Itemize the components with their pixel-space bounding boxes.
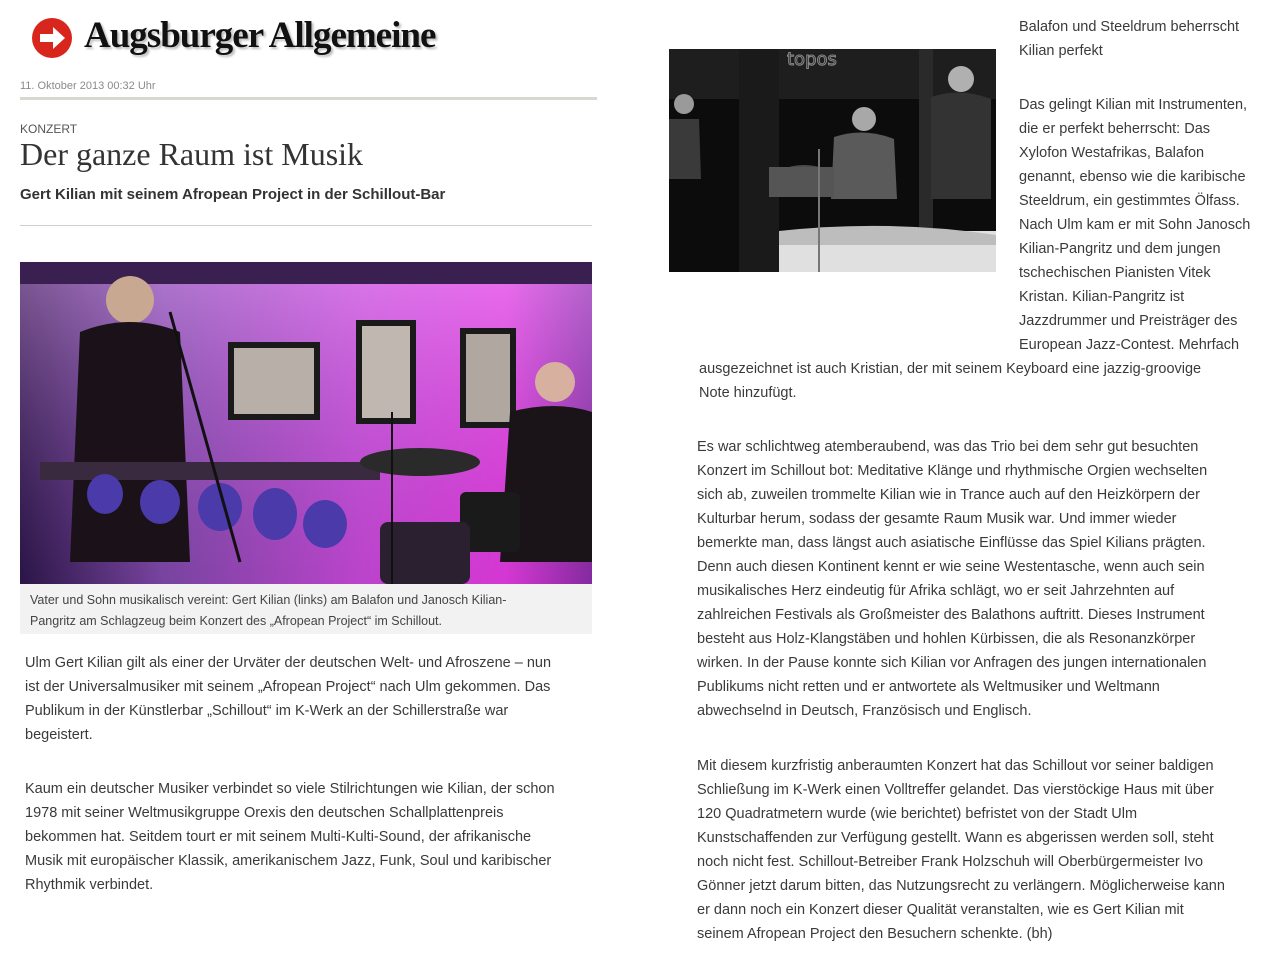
article-paragraph bbox=[697, 754, 1259, 946]
text-line: Denn auch diesen Kontinent kennt er wie seine Westentasche, wenn auch sein bbox=[697, 559, 1205, 575]
text-line: musikalisches Herz eindeutig für Afrika schlägt, wo er seit Jahrzehnten auf bbox=[697, 583, 1175, 599]
text-line: abwechselnd in Deutsch, Französisch und Englisch. bbox=[697, 703, 1032, 719]
text-line: Schließung im K-Werk einen Volltreffer gelandet. Das vierstöckige Haus mit über bbox=[697, 782, 1214, 798]
text-line: Rhythmik verbindet. bbox=[25, 877, 154, 893]
text-line: Kilian-Pangritz und dem jungen bbox=[1019, 241, 1221, 257]
article-paragraph-continued bbox=[699, 357, 1264, 405]
text-line: bekommen hat. Seitdem tourt er mit seinem Multi-Kulti-Sound, der afrikanische bbox=[25, 829, 532, 845]
text-line: Publikum in der Künstlerbar „Schillout“ im K-Werk an der Schillerstraße war bbox=[25, 703, 509, 719]
text-line: Es war schlichtweg atemberaubend, was das Trio bei dem sehr gut besuchten bbox=[697, 439, 1199, 455]
concert-photo bbox=[20, 262, 592, 584]
text-line: Balafon und Steeldrum beherrscht bbox=[1019, 19, 1240, 35]
text-line: begeistert. bbox=[25, 727, 93, 743]
subheading-block bbox=[1019, 15, 1274, 63]
article-paragraph bbox=[25, 777, 600, 897]
article-paragraph bbox=[1019, 93, 1274, 357]
text-line: noch nicht fest. Schillout-Betreiber Frank Holzschuh will Oberbürgermeister Ivo bbox=[697, 854, 1204, 870]
text-line: Das gelingt Kilian mit Instrumenten, bbox=[1019, 97, 1248, 113]
text-line: Jazzdrummer und Preisträger des bbox=[1019, 313, 1238, 329]
text-line: genannt, ebenso wie die karibische bbox=[1019, 169, 1246, 185]
text-line: ist der Universalmusiker mit seinem „Afropean Project“ nach Ulm gekommen. Das bbox=[25, 679, 551, 695]
text-line: ausgezeichnet ist auch Kristian, der mit seinem Keyboard eine jazzig-groovige bbox=[699, 361, 1202, 377]
text-line: Ulm Gert Kilian gilt als einer der Urväter der deutschen Welt- und Afroszene – nun bbox=[25, 655, 552, 671]
text-line: Konzert im Schillout bot: Meditative Klänge und rhythmische Orgien wechselten bbox=[697, 463, 1208, 479]
subhead-divider bbox=[20, 225, 592, 226]
article-subhead: Gert Kilian mit seinem Afropean Project in der Schillout-Bar bbox=[20, 186, 446, 203]
photo-caption bbox=[20, 584, 592, 634]
text-line: Nach Ulm kam er mit Sohn Janosch bbox=[1019, 217, 1251, 233]
article-dateline: 11. Oktober 2013 00:32 Uhr bbox=[20, 80, 156, 92]
text-line: Kristan. Kilian-Pangritz ist bbox=[1019, 289, 1185, 305]
text-line: er dann noch ein Konzert dieser Qualität veranstalten, wie es Gert Kilian mit bbox=[697, 902, 1184, 918]
article-paragraph bbox=[697, 435, 1253, 723]
article-kicker: KONZERT bbox=[20, 122, 78, 136]
text-line: Mit diesem kurzfristig anberaumten Konzert hat das Schillout vor seiner baldigen bbox=[697, 758, 1214, 774]
text-line: die er perfekt beherrscht: Das bbox=[1019, 121, 1211, 137]
text-line: wirken. In der Pause konnte sich Kilian vor Anfragen des jungen internationalen bbox=[697, 655, 1207, 671]
text-line: zahlreichen Festivals als Großmeister des Balathons auftritt. Dieses Instrument bbox=[697, 607, 1205, 623]
augsburger-allgemeine-logo-icon bbox=[31, 17, 73, 59]
text-line: 120 Quadratmetern wurde (wie berichtet) befristet von der Stadt Ulm bbox=[697, 806, 1138, 822]
masthead-divider bbox=[20, 97, 597, 100]
text-line: Xylofon Westafrikas, Balafon bbox=[1019, 145, 1205, 161]
trio-photo bbox=[669, 49, 996, 272]
text-line: besteht aus Holz-Klangstäben und hohlen Kürbissen, die als Resonanzkörper bbox=[697, 631, 1196, 647]
text-line: Steeldrum, ein gestimmtes Ölfass. bbox=[1019, 193, 1240, 209]
text-line: Note hinzufügt. bbox=[699, 385, 797, 401]
caption-line: Vater und Sohn musikalisch vereint: Gert Kilian (links) am Balafon und Janosch Kilian- bbox=[30, 593, 507, 607]
text-line: bemerkte man, dass längst auch asiatische Einflüsse das Spiel Kilians prägten. bbox=[697, 535, 1206, 551]
text-line: Kulturbar herum, sodass der gesamte Raum Musik war. Und immer wieder bbox=[697, 511, 1177, 527]
text-line: Gönner jetzt darum bitten, das Nutzungsrecht zu verlängern. Möglicherweise kann bbox=[697, 878, 1225, 894]
text-line: 1978 mit seiner Weltmusikgruppe Orexis den deutschen Schallplattenpreis bbox=[25, 805, 504, 821]
text-line: Kilian perfekt bbox=[1019, 43, 1103, 59]
masthead-brand[interactable]: Augsburger Allgemeine bbox=[84, 15, 436, 56]
text-line: Kunstschaffenden zur Verfügung gestellt. Wann es abgerissen werden soll, steht bbox=[697, 830, 1214, 846]
article-headline: Der ganze Raum ist Musik bbox=[20, 136, 364, 172]
text-line: Publikums nicht retten und er antwortete als Weltmusiker und Weltmann bbox=[697, 679, 1160, 695]
text-line: seinem Afropean Project den Besuchern schenkte. (bh) bbox=[697, 926, 1053, 942]
venue-sign-text: topos bbox=[787, 49, 837, 70]
text-line: Kaum ein deutscher Musiker verbindet so viele Stilrichtungen wie Kilian, der schon bbox=[25, 781, 555, 797]
text-line: European Jazz-Contest. Mehrfach bbox=[1019, 337, 1240, 353]
text-line: sich ab, zuweilen trommelte Kilian wie in Trance auch auf den Heizkörpern der bbox=[697, 487, 1200, 503]
text-line: Musik mit europäischer Klassik, amerikanischem Jazz, Funk, Soul und karibischer bbox=[25, 853, 552, 869]
caption-line: Pangritz am Schlagzeug beim Konzert des „Afropean Project“ im Schillout. bbox=[30, 614, 442, 628]
text-line: tschechischen Pianisten Vitek bbox=[1019, 265, 1211, 281]
article-paragraph bbox=[25, 651, 600, 747]
